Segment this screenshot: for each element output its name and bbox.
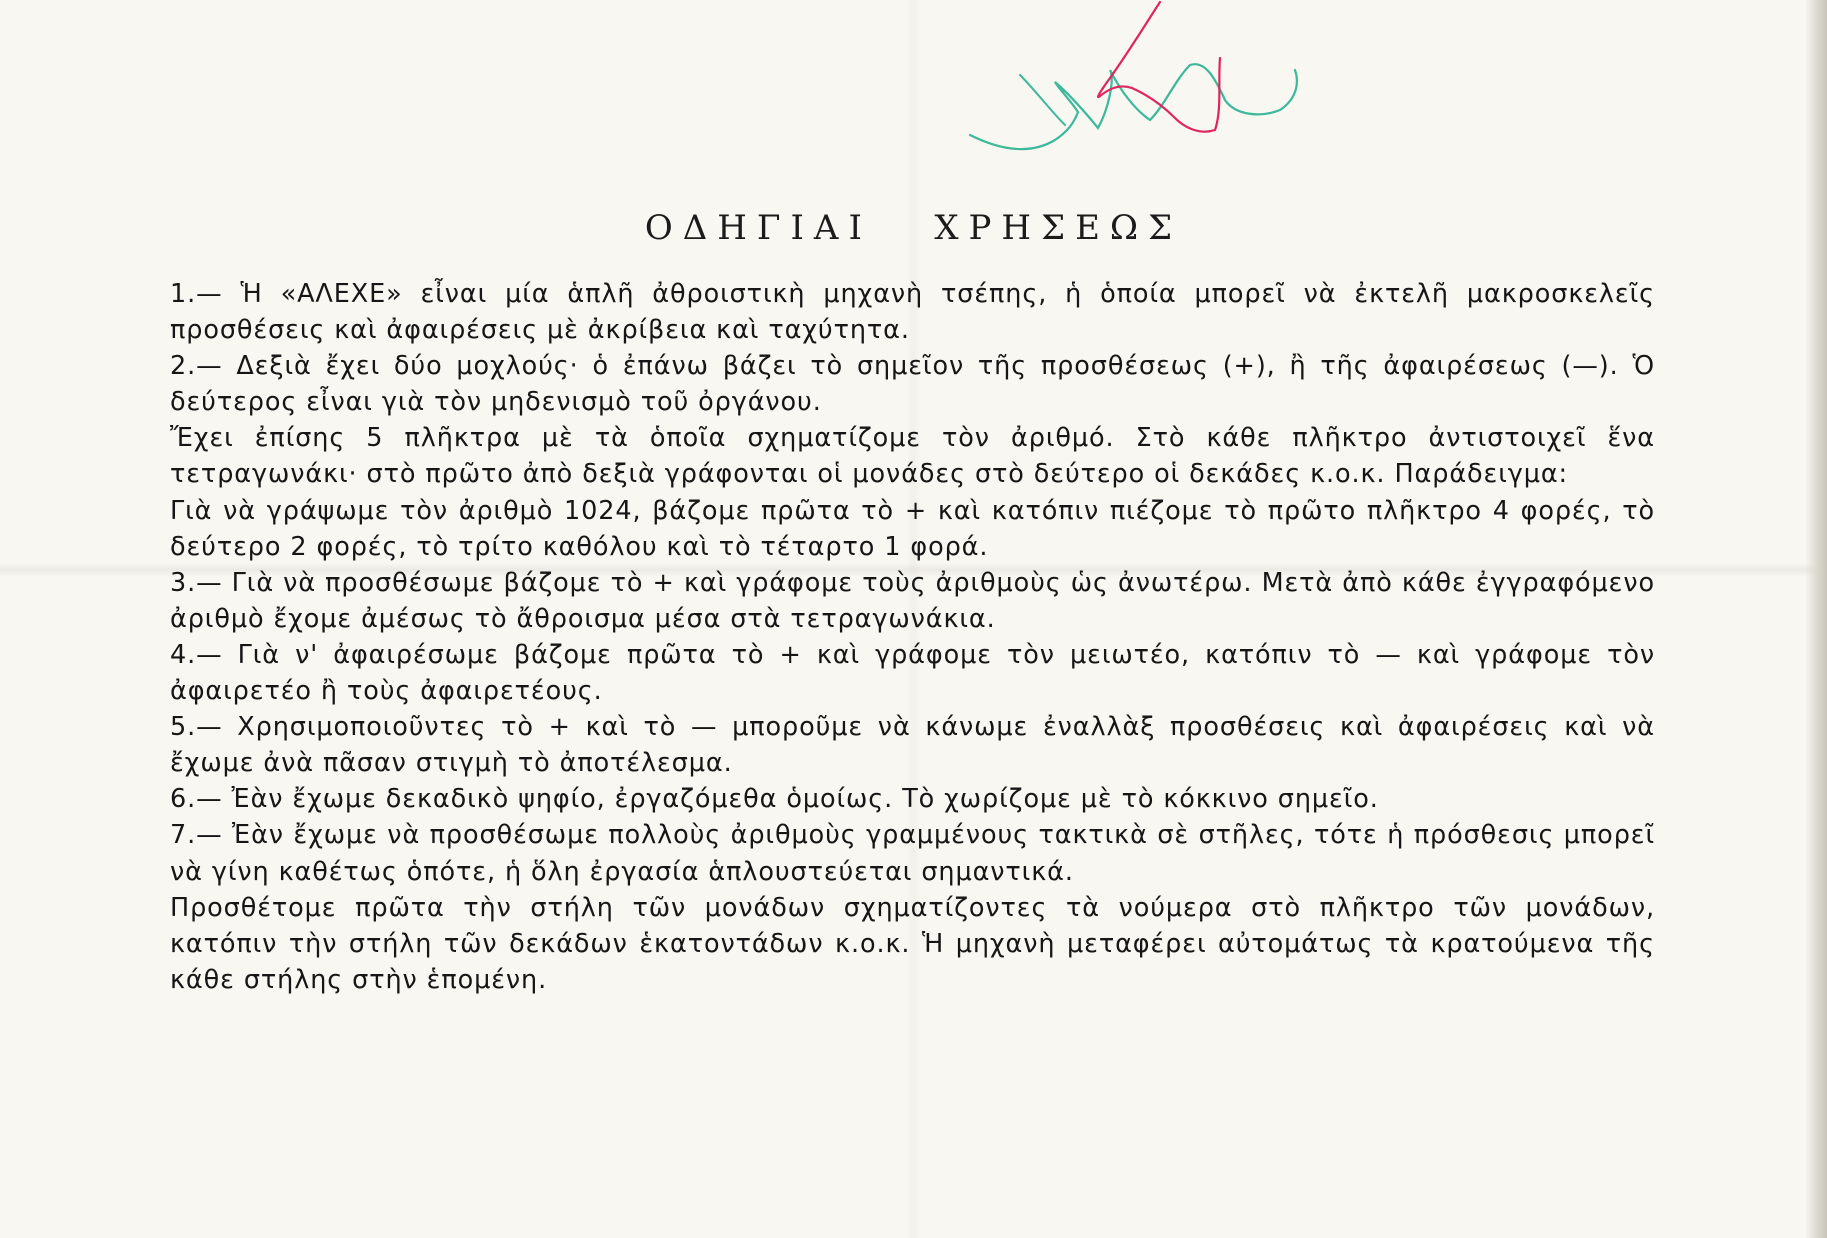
instructions-body — [170, 276, 1655, 998]
document-title: ΟΔΗΓΙΑΙ ΧΡΗΣΕΩΣ — [644, 208, 1183, 248]
paragraph-5: 5.— Χρησιμοποιοῦντες τὸ + καὶ τὸ — μποροῦμε νὰ κάνωμε ἐναλλὰξ προσθέσεις καὶ ἀφαιρέσεις καὶ νὰ ἔχωμε ἀνὰ πᾶσαν στιγμὴ τὸ ἀποτέλεσμα. — [170, 712, 1655, 779]
scribble-green-stroke-2 — [1020, 75, 1065, 125]
paragraph-example: Γιὰ νὰ γράψωμε τὸν ἀριθμὸ 1024, βάζομε πρῶτα τὸ + καὶ κατόπιν πιέζομε τὸ πρῶτο πλῆκτρο 4 φορές, τὸ δεύτερο 2 φορές, τὸ τρίτο καθόλου καὶ τὸ τέταρτο 1 φορά. — [170, 495, 1655, 562]
paragraph-7b: Προσθέτομε πρῶτα τὴν στήλη τῶν μονάδων σχηματίζοντες τὰ νούμερα στὸ πλῆκτρο τῶν μονάδων, κατόπιν τὴν στήλη τῶν δεκάδων ἑκατοντάδων κ.ο.κ. Ἡ μηχανὴ μεταφέρει αὐτομάτως τὰ κρατούμενα τῆς κάθε στήλης στὴν ἑπομένη. — [170, 892, 1655, 995]
paragraph-4: 4.— Γιὰ ν' ἀφαιρέσωμε βάζομε πρῶτα τὸ + καὶ γράφομε τὸν μειωτέο, κατόπιν τὸ — καὶ γράφομε τὸν ἀφαιρετέο ἢ τοὺς ἀφαιρετέους. — [170, 639, 1655, 707]
paragraph-3: 3.— Γιὰ νὰ προσθέσωμε βάζομε τὸ + καὶ γράφομε τοὺς ἀριθμοὺς ὡς ἀνωτέρω. Μετὰ ἀπὸ κάθε ἐγγραφόμενο ἀριθμὸ ἔχομε ἀμέσως τὸ ἄθροισμα μέσα στὰ τετραγωνάκια. — [170, 567, 1655, 634]
paragraph-6: 6.— Ἐὰν ἔχωμε δεκαδικὸ ψηφίο, ἐργαζόμεθα ὁμοίως. Τὸ χωρίζομε μὲ τὸ κόκκινο σημεῖο. — [170, 784, 1379, 815]
paragraph-2: 2.— Δεξιὰ ἔχει δύο μοχλούς· ὁ ἐπάνω βάζει τὸ σημεῖον τῆς προσθέσεως (+), ἢ τῆς ἀφαιρέσεως (—). Ὁ δεύτερος εἶναι γιὰ τὸν μηδενισμὸ τοῦ ὀργάνου. — [170, 351, 1655, 418]
paragraph-2b: Ἔχει ἐπίσης 5 πλῆκτρα μὲ τὰ ὁποῖα σχηματίζομε τὸν ἀριθμό. Στὸ κάθε πλῆκτρο ἀντιστοιχεῖ ἕνα τετραγωνάκι· στὸ πρῶτο ἀπὸ δεξιὰ γράφονται οἱ μονάδες στὸ δεύτερο οἱ δεκάδες κ.ο.κ. Παράδειγμα: — [170, 423, 1655, 490]
handwritten-scribble — [960, 0, 1350, 180]
paragraph-7: 7.— Ἐὰν ἔχωμε νὰ προσθέσωμε πολλοὺς ἀριθμοὺς γραμμένους τακτικὰ σὲ στῆλες, τότε ἡ πρόσθεσις μπορεῖ νὰ γίνη καθέτως ὁπότε, ἡ ὅλη ἐργασία ἁπλουστεύεται σημαντικά. — [170, 820, 1655, 887]
paragraph-1: 1.— Ἡ «ΑΛΕΧΕ» εἶναι μία ἁπλῆ ἀθροιστικὴ μηχανὴ τσέπης, ἡ ὁποία μπορεῖ νὰ ἐκτελῆ μακροσκελεῖς προσθέσεις καὶ ἀφαιρέσεις μὲ ἀκρίβεια καὶ ταχύτητα. — [170, 279, 1655, 346]
scribble-green-stroke — [970, 64, 1297, 149]
paper-edge — [1805, 0, 1827, 1238]
